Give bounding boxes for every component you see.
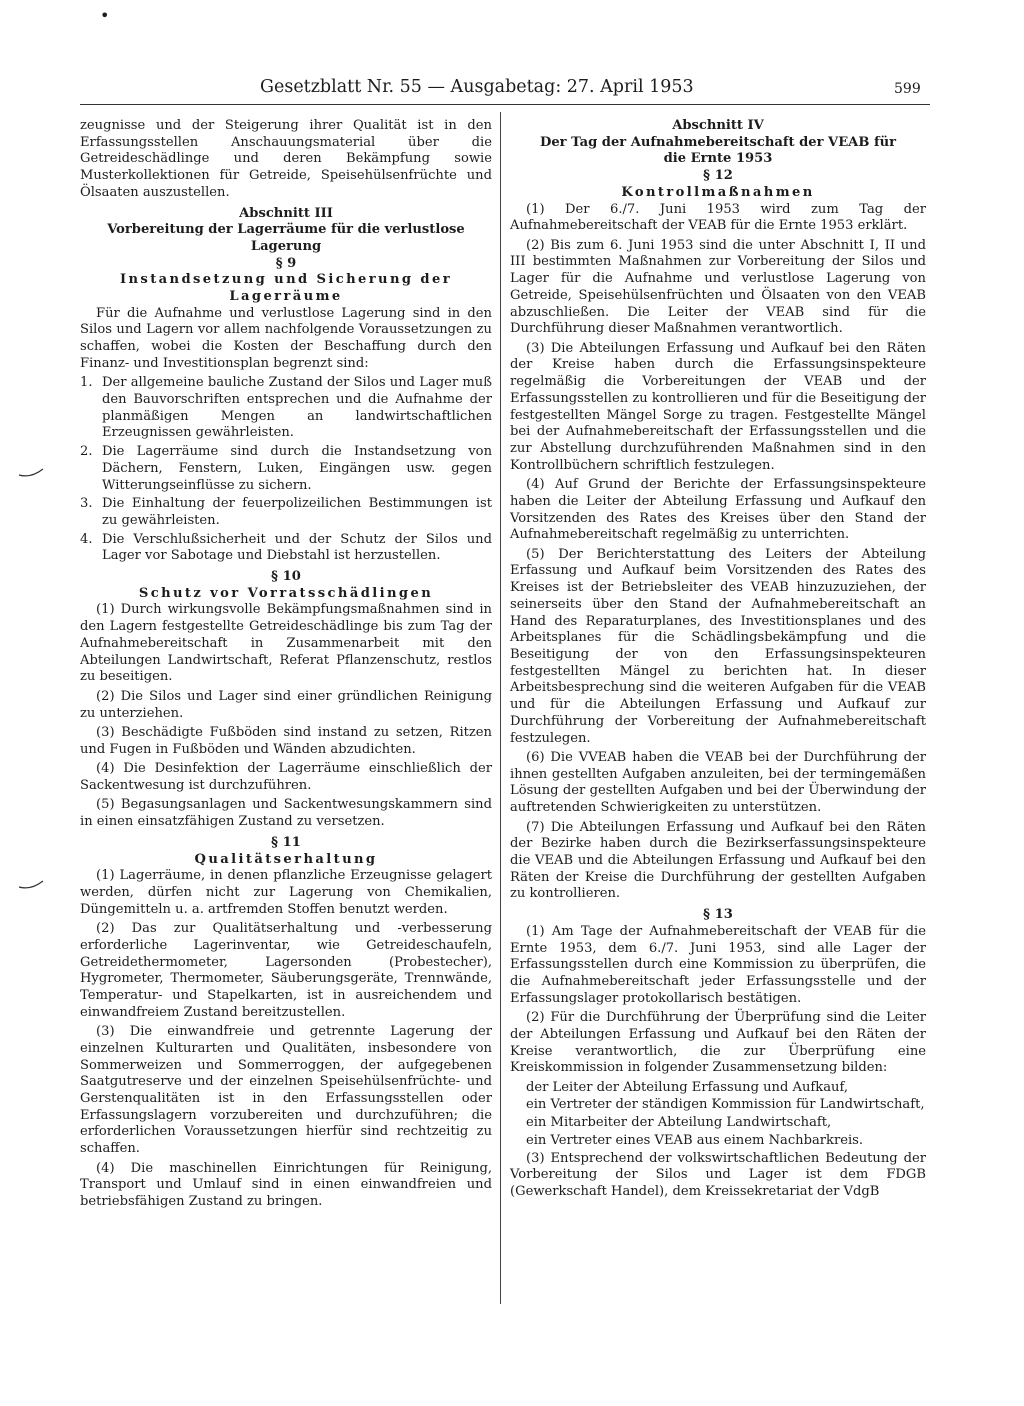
paragraph-title: Instandsetzung und Sicherung der Lagerräume xyxy=(119,272,452,305)
body-paragraph: (2) Das zur Qualitätserhaltung und -verbesserung erforderliche Lagerinventar, wie Getreideschaufeln, Getreidethermometer, Lagersonden (Probestecher), Hygrometer, Thermometer, Säuberungsgeräte, Trennwände, Temperatur- und Stapelkarten, ist in ausreichendem und einwandfreiem Zustand bereitzustellen. xyxy=(80,921,492,1020)
body-paragraph: (4) Die maschinellen Einrichtungen für Reinigung, Transport und Umlauf sind in einen einwandfreien und betriebsfähigen Zustand zu bringen. xyxy=(80,1160,492,1209)
body-paragraph: (3) Die einwandfreie und getrennte Lagerung der einzelnen Kulturarten und Qualitäten, insbesondere von Sommerweizen und Sommerroggen, der aufgegebenen Saatgutreserve und der einzelnen Speisehülsenfrüchte- und Gerstenqualitäten ist in den Erfassungsstellen oder Erfassungslagern vorzubereiten und durchzuführen; die erforderlichen Voraussetzungen hierfür sind rechtzeitig zu schaffen. xyxy=(80,1024,492,1157)
margin-check-mark xyxy=(18,468,44,478)
body-paragraph: (2) Bis zum 6. Juni 1953 sind die unter Abschnitt I, II und III bestimmten Maßnahmen zur Vorbereitung der Silos und Lager für die Aufnahme und verlustlose Lagerung von Getreide, Speisehülsenfrüchten und Ölsaaten von den VEAB abzuschließen. Die Leiter der VEAB sind für die Durchführung dieser Maßnahmen verantwortlich. xyxy=(510,237,926,337)
body-paragraph: Für die Aufnahme und verlustlose Lagerung sind in den Silos und Lagern vor allem nachfolgende Voraussetzungen zu schaffen, wobei die Kosten der Beschaffung durch den Finanz- und Investitionsplan begrenzt sind: xyxy=(80,305,492,371)
list-text: Die Verschlußsicherheit und der Schutz der Silos und Lager vor Sabotage und Diebstahl ist herzustellen. xyxy=(102,531,492,564)
running-head: Gesetzblatt Nr. 55 — Ausgabetag: 27. April 1953 xyxy=(260,77,694,97)
paragraph-title: Qualitätserhaltung xyxy=(194,851,378,867)
commission-members-list xyxy=(510,1080,926,1150)
section-title: Vorbereitung der Lagerräume für die verlustlose Lagerung xyxy=(107,222,465,254)
paragraph-number: § 9 xyxy=(275,255,297,271)
body-paragraph: (7) Die Abteilungen Erfassung und Aufkauf bei den Räten der Bezirke haben durch die Bezirkserfassungsinspekteure die VEAB und die Abteilungen Erfassung und Aufkauf bei den Räten der Kreise die Durchführung der gestellten Aufgaben zu kontrollieren. xyxy=(510,819,926,902)
list-text: Die Lagerräume sind durch die Instandsetzung von Dächern, Fenstern, Luken, Eingängen usw. gegen Witterungseinflüsse zu sichern. xyxy=(102,444,492,493)
body-paragraph: (1) Durch wirkungsvolle Bekämpfungsmaßnahmen sind in den Lagern festgestellte Getreideschädlinge bis zum Tag der Aufnahmebereitschaft in Zusammenarbeit mit den Abteilungen Landwirtschaft, Referat Pflanzenschutz, restlos zu beseitigen. xyxy=(80,602,492,685)
list-text: Die Einhaltung der feuerpolizeilichen Bestimmungen ist zu gewährleisten. xyxy=(102,496,492,528)
body-paragraph: (3) Beschädigte Fußböden sind instand zu setzen, Ritzen und Fugen in Fußböden und Wänden abzudichten. xyxy=(80,725,492,757)
list-item: ein Vertreter der ständigen Kommission für Landwirtschaft, xyxy=(526,1097,925,1113)
body-paragraph: (3) Entsprechend der volkswirtschaftlichen Bedeutung der Vorbereitung der Silos und Lager ist dem FDGB (Gewerkschaft Handel), dem Kreissekretariat der VdgB xyxy=(510,1150,926,1199)
numbered-list xyxy=(80,375,492,565)
body-paragraph: (5) Der Berichterstattung des Leiters der Abteilung Erfassung und Aufkauf beim Vorsitzenden des Rates des Kreises ist der Betriebsleiter des VEAB hinzuzuziehen, der seinerseits über den Stand der Aufnahmebereitschaft an Hand des Reparaturplanes, des Investitionsplanes und des Arbeitsplanes für die Schädlingsbekämpfung und die Beseitigung der von den Erfassungsinspekteuren festgestellten Mängel zu berichten hat. In dieser Arbeitsbesprechung sind die weiteren Aufgaben für die VEAB und für die Abteilungen Erfassung und Aufkauf zur Durchführung der Vorbereitung der Aufnahmebereitschaft festzulegen. xyxy=(510,546,926,746)
body-paragraph: (4) Auf Grund der Berichte der Erfassungsinspekteure haben die Leiter der Abteilung Erfassung und Aufkauf den Vorsitzenden des Rates des Kreises über den Stand der Aufnahmebereitschaft regelmäßig zu unterrichten. xyxy=(510,477,926,543)
right-column xyxy=(510,118,926,1203)
paragraph-title: Schutz vor Vorratsschädlingen xyxy=(138,585,434,601)
body-paragraph: (5) Begasungsanlagen und Sackentwesungskammern sind in einen einsatzfähigen Zustand zu versetzen. xyxy=(80,797,492,830)
left-column xyxy=(80,118,492,1213)
column-divider xyxy=(500,112,501,1304)
paragraph-number: § 10 xyxy=(271,569,301,585)
list-text: Der allgemeine bauliche Zustand der Silos und Lager muß den Bauvorschriften entsprechen und die Aufnahme der planmäßigen Mengen an landwirtschaftlichen Erzeugnissen gewährleisten. xyxy=(102,375,492,441)
section-label: Abschnitt IV xyxy=(672,118,764,133)
paragraph-title: Kontrollmaßnahmen xyxy=(621,184,815,200)
margin-check-mark xyxy=(18,880,44,890)
list-item xyxy=(80,375,492,442)
page-dot-mark: • xyxy=(100,6,110,25)
section-title: Der Tag der Aufnahmebereitschaft der VEAB für die Ernte 1953 xyxy=(539,134,897,167)
section-label: Abschnitt III xyxy=(239,205,333,221)
list-number: 4. xyxy=(80,531,93,547)
body-paragraph: (2) Für die Durchführung der Überprüfung sind die Leiter der Abteilungen Erfassung und Aufkauf bei den Räten der Kreise verantwortlich, die zur Überprüfung eine Kreiskommission in folgender Zusammensetzung bilden: xyxy=(510,1010,926,1076)
body-paragraph: (1) Der 6./7. Juni 1953 wird zum Tag der Aufnahmebereitschaft der VEAB für die Ernte 1953 erklärt. xyxy=(510,201,926,234)
body-paragraph: (2) Die Silos und Lager sind einer gründlichen Reinigung zu unterziehen. xyxy=(80,688,492,721)
body-paragraph: (3) Die Abteilungen Erfassung und Aufkauf bei den Räten der Kreise haben durch die Erfassungsinspekteure regelmäßig die Vorbereitungen der VEAB und der Erfassungsstellen zu kontrollieren und für die Beseitigung der festgestellten Mängel Sorge zu tragen. Festgestellte Mängel bei der Aufnahmebereitschaft der Erfassungsstellen und die zur Abstellung durchzuführenden Maßnahmen sind in den Kontrollbüchern schriftlich festzulegen. xyxy=(510,340,926,473)
paragraph-number: § 12 xyxy=(703,168,733,184)
list-number: 3. xyxy=(80,496,93,512)
list-item: der Leiter der Abteilung Erfassung und Aufkauf, xyxy=(526,1079,848,1095)
page-number: 599 xyxy=(894,81,921,97)
list-item xyxy=(80,444,492,494)
paragraph-number: § 11 xyxy=(271,834,301,850)
body-paragraph: (6) Die VVEAB haben die VEAB bei der Durchführung der ihnen gestellten Aufgaben anzuleiten, bei der termingemäßen Lösung der gestellten Aufgaben und bei der Überwindung der auftretenden Schwierigkeiten zu unterstützen. xyxy=(510,750,926,816)
list-item: ein Mitarbeiter der Abteilung Landwirtschaft, xyxy=(526,1115,832,1131)
list-item xyxy=(80,532,492,565)
list-item: ein Vertreter eines VEAB aus einem Nachbarkreis. xyxy=(526,1132,864,1148)
body-paragraph: (4) Die Desinfektion der Lagerräume einschließlich der Sackentwesung ist durchzuführen. xyxy=(80,761,492,793)
body-paragraph: (1) Am Tage der Aufnahmebereitschaft der VEAB für die Ernte 1953, dem 6./7. Juni 1953, sind alle Lager der Erfassungsstellen durch eine Kommission zu überprüfen, die die Aufnahmebereitschaft jeder Erfassungsstelle und der Erfassungslager protokollarisch bestätigen. xyxy=(510,923,926,1006)
header-rule xyxy=(80,104,930,105)
list-item xyxy=(80,496,492,529)
body-paragraph: (1) Lagerräume, in denen pflanzliche Erzeugnisse gelagert werden, dürfen nicht zur Lagerung von Chemikalien, Düngemitteln u. a. artfremden Stoffen benutzt werden. xyxy=(80,868,492,917)
list-number: 2. xyxy=(80,444,93,460)
continued-paragraph: zeugnisse und der Steigerung ihrer Qualität ist in den Erfassungsstellen Anschauungsmaterial über die Getreideschädlinge und deren Bekämpfung sowie Musterkollektionen für Getreide, Speisehülsenfrüchte und Ölsaaten auszustellen. xyxy=(80,118,492,200)
list-number: 1. xyxy=(80,375,93,391)
paragraph-number: § 13 xyxy=(703,907,733,923)
